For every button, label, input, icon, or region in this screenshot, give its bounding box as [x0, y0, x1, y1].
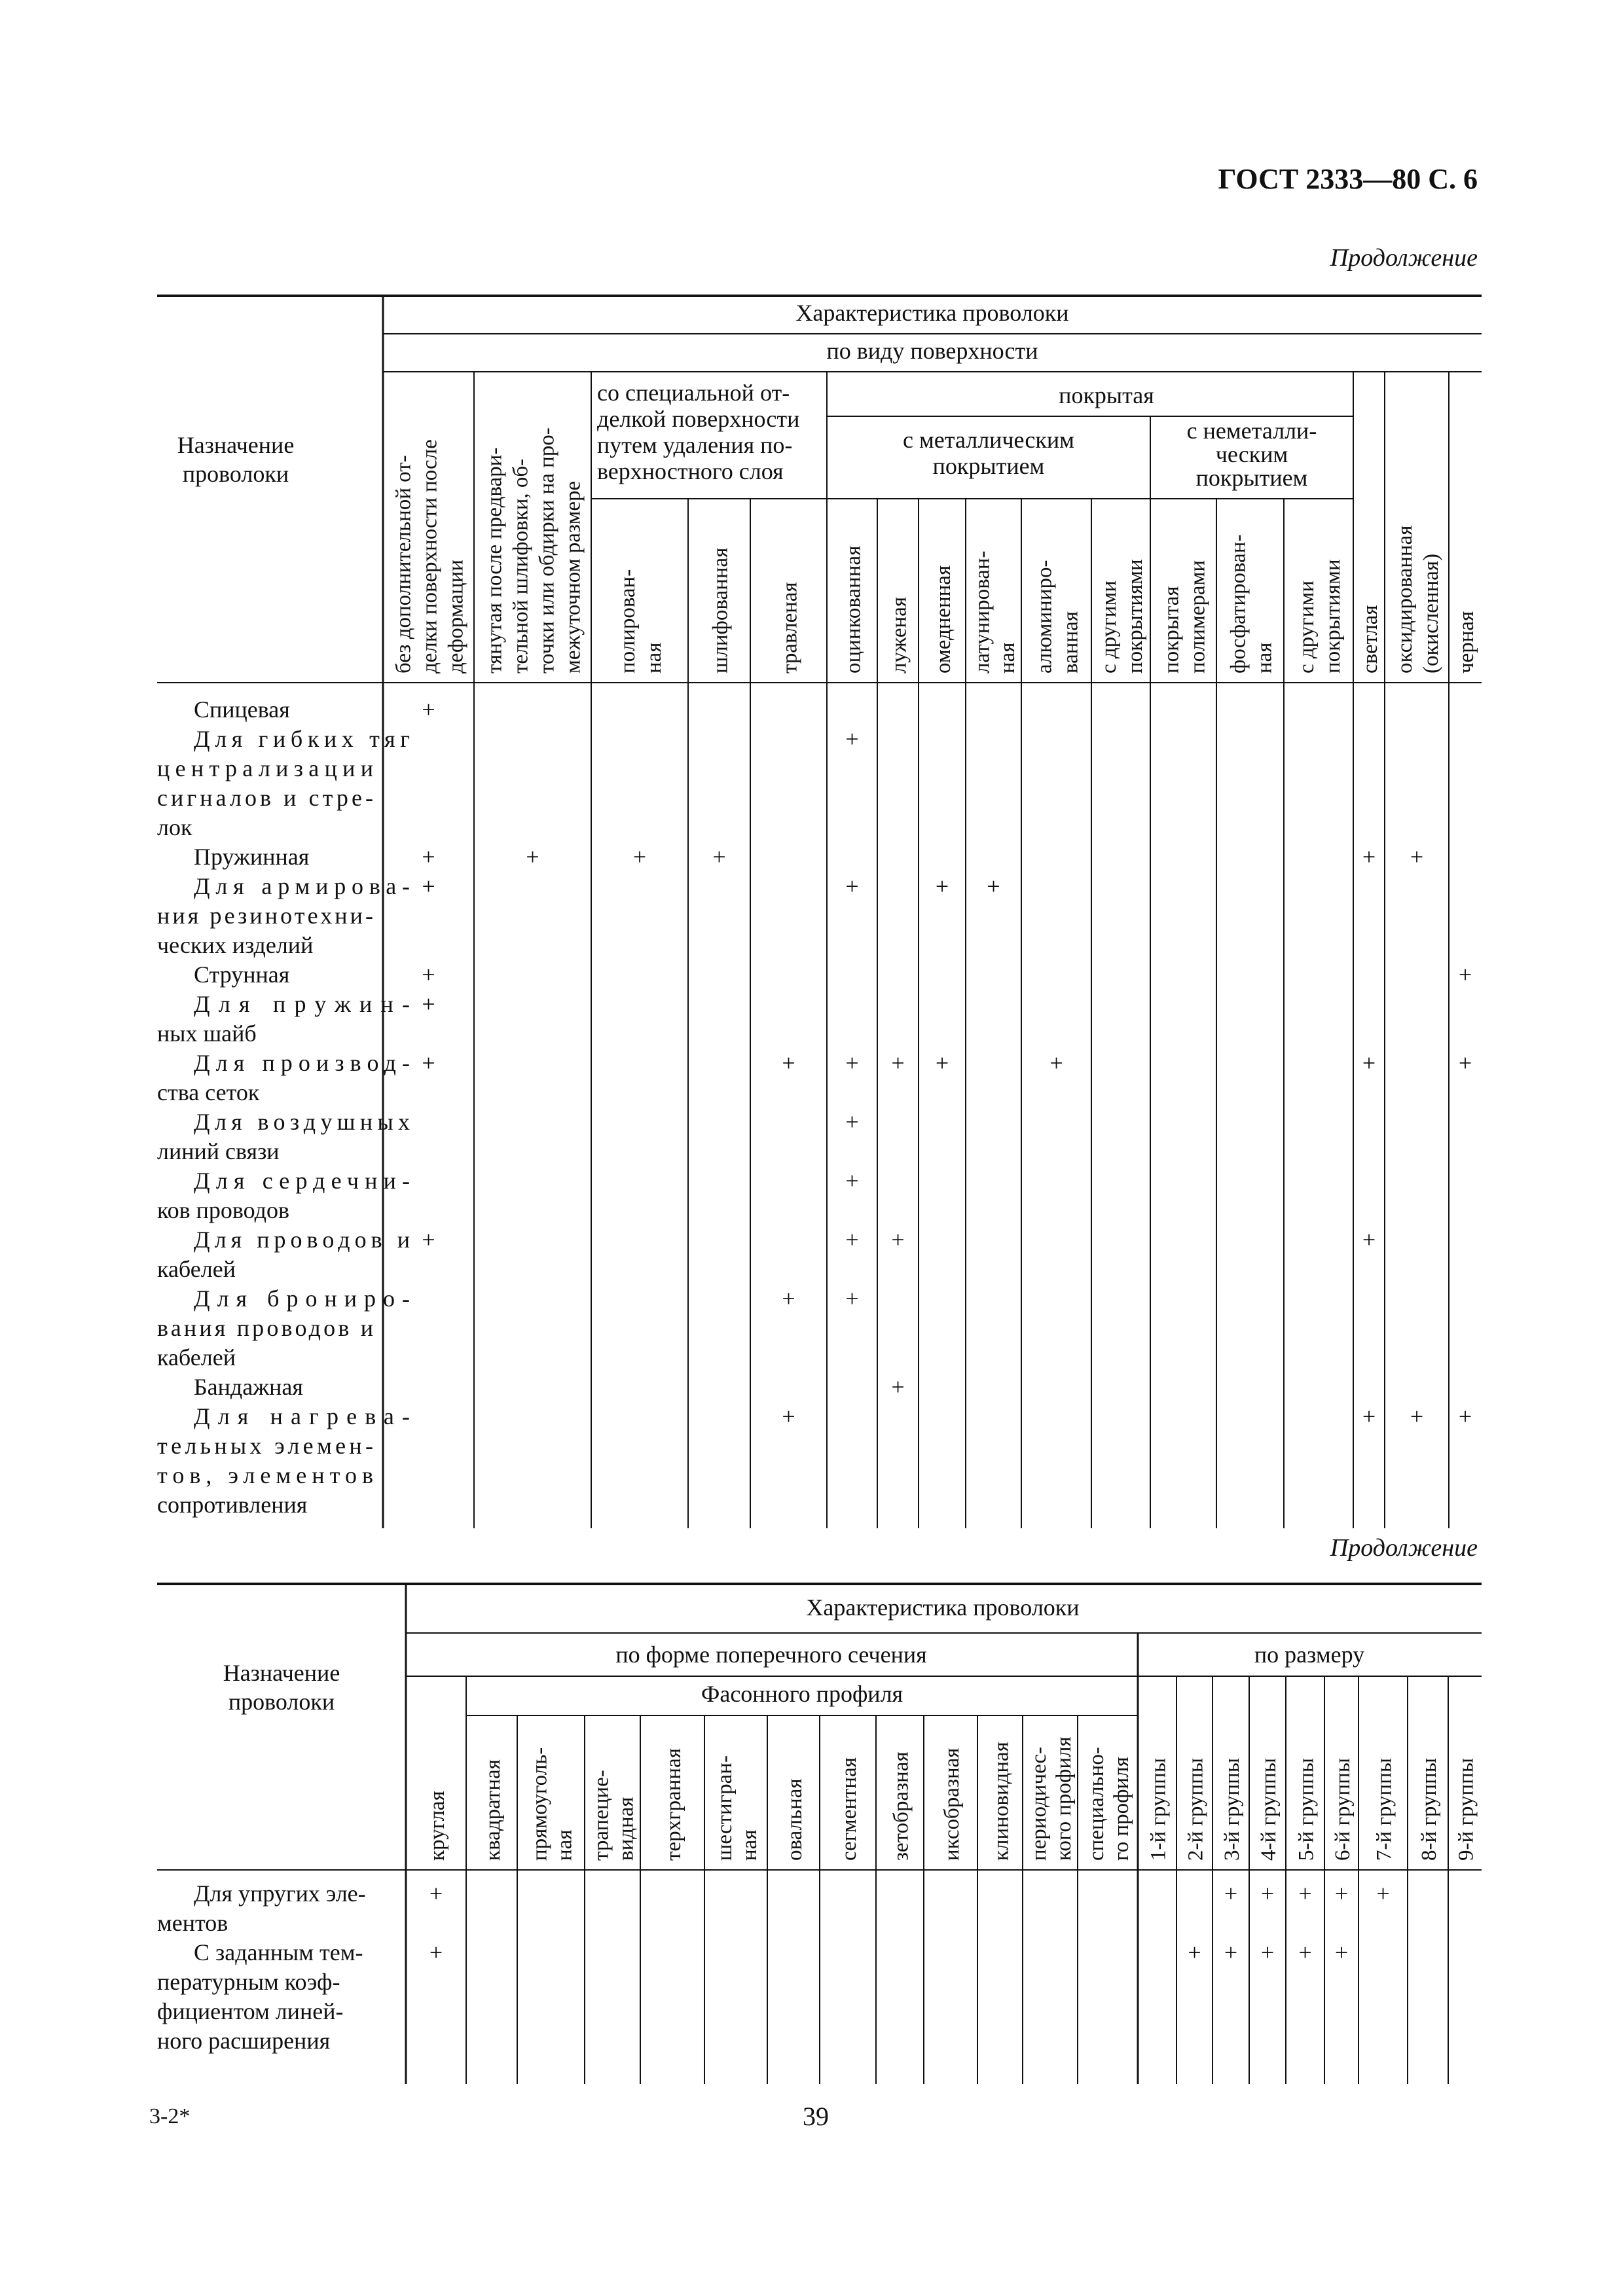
row-label: С заданным тем- — [194, 1939, 363, 1965]
row-label: ческих изделий — [157, 932, 314, 958]
mark-plus: + — [422, 961, 435, 988]
svg-text:с другими: с другими — [1295, 581, 1319, 673]
svg-text:точки или обдирки на про-: точки или обдирки на про- — [535, 427, 559, 673]
mark-plus: + — [1224, 1939, 1238, 1965]
column-header — [528, 1748, 577, 1861]
metal-coating-title: с металлическим покрытием — [903, 427, 1074, 479]
column-header — [392, 439, 468, 673]
svg-text:ная: ная — [738, 1829, 761, 1861]
svg-text:латунирован-: латунирован- — [970, 550, 994, 673]
column-header — [1359, 605, 1382, 673]
svg-text:круглая: круглая — [426, 1791, 449, 1861]
mark-plus: + — [1362, 844, 1376, 870]
shape-title: по форме поперечного сечения — [615, 1641, 927, 1668]
column-header — [1257, 1758, 1281, 1861]
nonmetal-coating-title: с неметалли-ческим покрытием — [1186, 418, 1317, 491]
mark-plus: + — [845, 726, 859, 752]
mark-plus: + — [1298, 1880, 1312, 1907]
column-header — [483, 427, 585, 673]
svg-text:шлифованная: шлифованная — [708, 547, 733, 673]
svg-text:кого профиля: кого профиля — [1052, 1736, 1076, 1861]
row-label: линий связи — [157, 1138, 280, 1164]
column-header — [1085, 1747, 1133, 1861]
row-label: фициентом линей- — [157, 1998, 344, 2024]
column-header — [426, 1791, 449, 1861]
row-label: ментов — [157, 1910, 228, 1936]
table-row — [157, 1109, 410, 1164]
row-header-label: Назначение проволоки — [177, 432, 295, 487]
column-header — [1331, 1758, 1355, 1861]
column-header — [1227, 535, 1277, 673]
row-label: Для проводов и — [194, 1227, 410, 1253]
table-row — [194, 844, 309, 870]
group-title: Характеристика проволоки — [806, 1594, 1080, 1621]
coated-title: покрытая — [1059, 382, 1154, 408]
svg-text:с другими: с другими — [1097, 581, 1121, 673]
row-label: пературным коэф- — [157, 1969, 340, 1995]
mark-plus: + — [1224, 1880, 1238, 1907]
column-header — [1417, 1758, 1441, 1861]
row-label: Бандажная — [194, 1374, 303, 1400]
mark-plus: + — [429, 1880, 443, 1907]
column-header — [709, 548, 733, 673]
column-header — [1147, 1758, 1171, 1861]
svg-text:черная: черная — [1455, 611, 1478, 673]
row-label: лок — [157, 814, 192, 840]
mark-plus: + — [935, 1050, 949, 1076]
table-row — [157, 726, 410, 840]
row-label: сигналов и стре- — [157, 785, 373, 811]
group-title: Характеристика проволоки — [795, 300, 1069, 326]
table-row — [157, 1880, 366, 1936]
svg-text:тельной шлифовки, об-: тельной шлифовки, об- — [509, 458, 533, 673]
svg-text:полимерами: полимерами — [1186, 560, 1210, 673]
svg-text:тянутая после предвари-: тянутая после предвари- — [483, 447, 507, 673]
profile-title: Фасонного профиля — [701, 1681, 903, 1707]
column-header — [1455, 1758, 1478, 1861]
mark-plus: + — [422, 1050, 435, 1076]
page-header: ГОСТ 2333—80 С. 6 — [1218, 163, 1478, 195]
mark-plus: + — [712, 844, 726, 870]
row-label: Для нагрева- — [194, 1403, 410, 1429]
table-row — [194, 696, 290, 723]
svg-text:делки поверхности после: делки поверхности после — [418, 439, 442, 673]
row-label: тельных элемен- — [157, 1433, 373, 1459]
row-label: ства сеток — [157, 1079, 260, 1105]
table-row — [157, 1939, 363, 2054]
row-label: Для сердечни- — [194, 1168, 410, 1194]
special-finish-title: со специальной от-делкой поверхности путем удаления по-верхностного слоя — [597, 380, 800, 484]
svg-text:покрытиями: покрытиями — [1123, 559, 1147, 673]
svg-text:шестигран-: шестигран- — [713, 1755, 737, 1861]
svg-text:4-й группы: 4-й группы — [1257, 1758, 1281, 1861]
mark-plus: + — [1334, 1880, 1349, 1907]
column-header — [990, 1742, 1013, 1861]
svg-text:ная: ная — [642, 642, 666, 673]
svg-text:терхгранная: терхгранная — [662, 1748, 685, 1861]
svg-text:деформации: деформации — [444, 559, 468, 673]
column-header — [970, 550, 1019, 673]
row-label: тов, элементов — [157, 1462, 373, 1488]
footer-sheet-code: 3-2* — [149, 2104, 191, 2128]
mark-plus: + — [1458, 1403, 1472, 1429]
column-header — [1027, 1736, 1076, 1861]
column-header — [1097, 559, 1147, 673]
mark-plus: + — [1362, 1227, 1376, 1253]
svg-text:(окисленная): (окисленная) — [1419, 553, 1443, 673]
mark-plus: + — [845, 1050, 859, 1076]
mark-plus: + — [845, 1227, 859, 1253]
mark-plus: + — [782, 1050, 795, 1076]
page-number: 39 — [803, 2102, 829, 2131]
mark-plus: + — [987, 873, 1000, 899]
column-header — [932, 565, 955, 673]
mark-plus: + — [1362, 1050, 1376, 1076]
svg-text:прямоуголь-: прямоуголь- — [528, 1747, 552, 1861]
size-title: по размеру — [1254, 1641, 1365, 1668]
svg-text:7-й группы: 7-й группы — [1372, 1758, 1396, 1861]
mark-plus: + — [422, 873, 435, 899]
mark-plus: + — [1298, 1939, 1312, 1965]
svg-text:оцинкованная: оцинкованная — [841, 545, 866, 673]
column-header — [1160, 560, 1210, 673]
table-row — [157, 873, 410, 958]
column-header — [713, 1755, 761, 1861]
svg-text:видная: видная — [614, 1797, 638, 1861]
svg-text:3-й группы: 3-й группы — [1220, 1758, 1244, 1861]
table-row — [157, 1403, 410, 1518]
svg-text:без дополнительной от-: без дополнительной от- — [392, 455, 416, 673]
column-header — [616, 569, 666, 673]
svg-text:луженая: луженая — [887, 596, 911, 673]
mark-plus: + — [1188, 1939, 1201, 1965]
svg-text:ванная: ванная — [1059, 611, 1083, 673]
row-label: кабелей — [157, 1256, 236, 1282]
mark-plus: + — [526, 844, 539, 870]
svg-text:ная: ная — [1252, 642, 1277, 673]
row-label: Для производ- — [194, 1050, 410, 1076]
svg-text:2-й группы: 2-й группы — [1184, 1758, 1208, 1861]
continuation-label: Продолжение — [1330, 244, 1478, 272]
svg-text:8-й группы: 8-й группы — [1417, 1758, 1441, 1861]
column-header — [890, 1751, 913, 1861]
column-header — [1184, 1758, 1208, 1861]
row-label: ков проводов — [157, 1197, 289, 1223]
table-row — [194, 961, 289, 988]
mark-plus: + — [782, 1403, 795, 1429]
column-header — [1033, 560, 1083, 673]
row-label: Для армирова- — [194, 873, 410, 899]
svg-text:трапецие-: трапецие- — [589, 1770, 613, 1861]
svg-text:специально-: специально- — [1085, 1747, 1108, 1861]
mark-plus: + — [422, 696, 435, 723]
column-header — [888, 597, 911, 673]
row-label: ного расширения — [157, 2028, 331, 2054]
row-label: Для гибких тяг — [194, 726, 410, 752]
row-label: централизации — [157, 755, 373, 781]
svg-text:травленая: травленая — [778, 582, 802, 673]
svg-text:межуточном размере: межуточном размере — [561, 480, 585, 673]
row-label: Струнная — [194, 961, 290, 988]
mark-plus: + — [935, 873, 949, 899]
svg-text:полирован-: полирован- — [616, 569, 640, 673]
column-header — [481, 1759, 505, 1861]
svg-text:квадратная: квадратная — [481, 1759, 505, 1861]
column-header — [783, 1778, 807, 1861]
row-label: Для воздушных — [194, 1109, 410, 1135]
mark-plus: + — [891, 1227, 905, 1253]
column-header — [842, 546, 866, 673]
mark-plus: + — [782, 1285, 795, 1312]
mark-plus: + — [891, 1050, 905, 1076]
column-header — [778, 582, 802, 673]
column-header — [1220, 1758, 1244, 1861]
row-label: Спицевая — [194, 696, 290, 723]
table-row — [157, 1285, 410, 1371]
mark-plus: + — [422, 1227, 435, 1253]
column-header — [662, 1748, 685, 1861]
mark-plus: + — [1410, 1403, 1424, 1429]
svg-text:омедненная: омедненная — [932, 565, 955, 673]
table-row — [157, 991, 410, 1047]
svg-text:алюминиро-: алюминиро- — [1032, 560, 1057, 673]
svg-text:6-й группы: 6-й группы — [1331, 1758, 1355, 1861]
svg-text:светлая: светлая — [1359, 605, 1382, 673]
mark-plus: + — [1458, 961, 1472, 988]
row-label: ных шайб — [157, 1020, 257, 1047]
row-label: Пружинная — [194, 844, 310, 870]
mark-plus: + — [1049, 1050, 1063, 1076]
svg-text:зетобразная: зетобразная — [889, 1751, 913, 1861]
subgroup-title: по виду поверхности — [826, 338, 1038, 364]
svg-text:оксидированная: оксидированная — [1393, 525, 1417, 673]
svg-text:фосфатирован-: фосфатирован- — [1226, 534, 1250, 673]
svg-text:ная: ная — [995, 642, 1019, 673]
row-label: вания проводов и — [157, 1315, 373, 1341]
row-label: Для пружин- — [194, 991, 410, 1017]
column-header — [1373, 1758, 1396, 1861]
row-label: Для брониро- — [194, 1285, 410, 1312]
column-header — [590, 1770, 638, 1861]
mark-plus: + — [845, 1168, 859, 1194]
mark-plus: + — [1410, 844, 1424, 870]
table-row — [157, 1050, 410, 1105]
mark-plus: + — [1334, 1939, 1349, 1965]
column-header — [1295, 1758, 1319, 1861]
column-header — [940, 1748, 964, 1861]
continuation-label: Продолжение — [1330, 1534, 1478, 1562]
row-label: Для упругих эле- — [194, 1880, 366, 1907]
mark-plus: + — [1260, 1880, 1275, 1907]
row-label: сопротивления — [157, 1492, 308, 1518]
row-header-label: Назначение проволоки — [223, 1660, 340, 1715]
row-label: ния резинотехни- — [157, 903, 373, 929]
table-row — [157, 1227, 410, 1282]
svg-text:клиновидная: клиновидная — [989, 1742, 1013, 1861]
svg-text:покрытая: покрытая — [1159, 586, 1184, 673]
svg-text:покрытиями: покрытиями — [1321, 559, 1345, 673]
mark-plus: + — [632, 844, 647, 870]
mark-plus: + — [1260, 1939, 1275, 1965]
svg-text:ная: ная — [553, 1829, 577, 1861]
column-header — [1393, 526, 1443, 673]
mark-plus: + — [845, 1285, 859, 1312]
mark-plus: + — [429, 1939, 443, 1965]
mark-plus: + — [422, 844, 435, 870]
table-row — [157, 1168, 410, 1223]
table-row — [194, 1374, 303, 1400]
svg-text:5-й группы: 5-й группы — [1294, 1758, 1319, 1861]
mark-plus: + — [891, 1374, 905, 1400]
column-header — [837, 1757, 861, 1861]
svg-text:сегментная: сегментная — [837, 1757, 861, 1861]
svg-text:периодичес-: периодичес- — [1027, 1746, 1051, 1861]
mark-plus: + — [1376, 1880, 1390, 1907]
mark-plus: + — [845, 1109, 859, 1135]
svg-text:го профиля: го профиля — [1110, 1757, 1133, 1861]
mark-plus: + — [1458, 1050, 1472, 1076]
mark-plus: + — [422, 991, 435, 1017]
column-header — [1295, 559, 1345, 673]
svg-text:иксобразная: иксобразная — [940, 1748, 964, 1861]
svg-text:9-й группы: 9-й группы — [1454, 1758, 1478, 1861]
column-header — [1455, 611, 1478, 673]
row-label: кабелей — [157, 1344, 236, 1371]
mark-plus: + — [845, 873, 859, 899]
svg-text:овальная: овальная — [783, 1778, 807, 1861]
mark-plus: + — [1362, 1403, 1376, 1429]
svg-text:1-й группы: 1-й группы — [1146, 1758, 1171, 1861]
